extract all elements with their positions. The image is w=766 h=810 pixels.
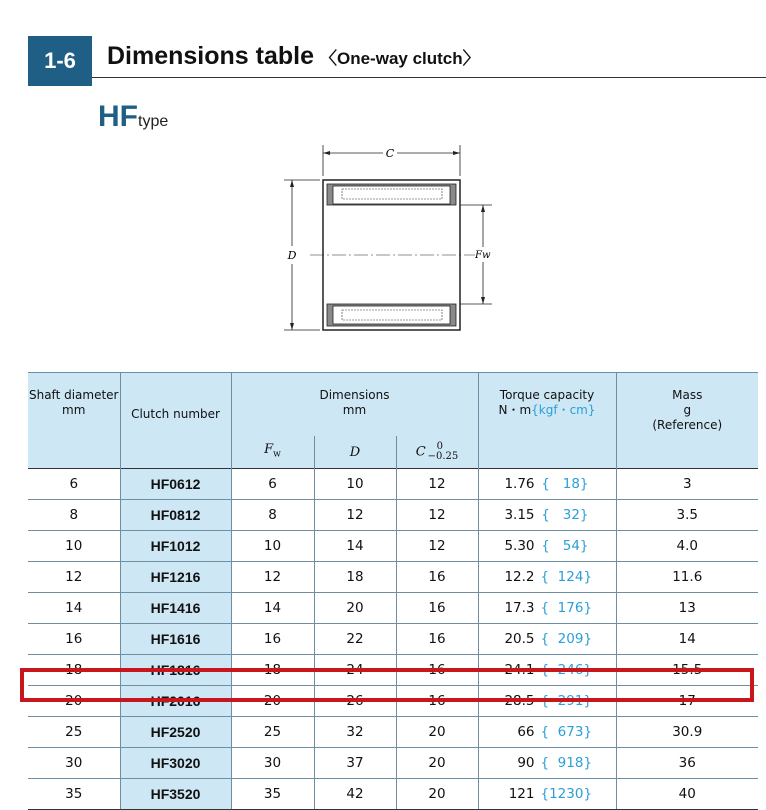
table-row bbox=[28, 500, 758, 531]
cell-shaft-diameter: 6 bbox=[28, 469, 120, 500]
cell-c: 20 bbox=[396, 779, 478, 810]
cell-mass: 3 bbox=[616, 469, 758, 500]
cell-mass: 30.9 bbox=[616, 717, 758, 748]
cell-c: 16 bbox=[396, 624, 478, 655]
dimension-label-d: D bbox=[287, 249, 297, 262]
cell-torque bbox=[478, 593, 616, 624]
header-fw-subscript: w bbox=[273, 449, 281, 460]
cell-shaft-diameter: 30 bbox=[28, 748, 120, 779]
header-fw bbox=[231, 436, 314, 469]
torque-kgf-value: {1230} bbox=[540, 786, 593, 802]
torque-nm-value: 17.3 bbox=[504, 600, 535, 616]
dimension-label-c: C bbox=[385, 147, 395, 160]
page-title-text: Dimensions table bbox=[107, 42, 314, 70]
title-underline bbox=[92, 77, 766, 78]
torque-nm-value: 3.15 bbox=[504, 507, 535, 523]
header-mass bbox=[616, 373, 758, 469]
cell-fw: 35 bbox=[231, 779, 314, 810]
cell-c: 16 bbox=[396, 655, 478, 686]
dimensions-table bbox=[28, 372, 758, 810]
cell-d: 18 bbox=[314, 562, 396, 593]
header-dimensions bbox=[231, 373, 478, 437]
cell-d: 10 bbox=[314, 469, 396, 500]
cell-fw: 18 bbox=[231, 655, 314, 686]
cell-fw: 14 bbox=[231, 593, 314, 624]
header-dimensions-label: Dimensions bbox=[319, 388, 390, 402]
torque-nm-value: 12.2 bbox=[504, 569, 535, 585]
header-c bbox=[396, 436, 478, 469]
cell-clutch-number: HF2520 bbox=[120, 717, 231, 748]
header-torque-unit-nm: N・m bbox=[498, 403, 532, 417]
cell-d: 14 bbox=[314, 531, 396, 562]
type-label bbox=[98, 100, 168, 134]
cell-torque bbox=[478, 500, 616, 531]
cell-clutch-number: HF1616 bbox=[120, 624, 231, 655]
table-row bbox=[28, 717, 758, 748]
torque-kgf-value: { 246} bbox=[540, 662, 593, 678]
torque-nm-value: 28.5 bbox=[504, 693, 535, 709]
cell-mass: 36 bbox=[616, 748, 758, 779]
type-label-code: HF bbox=[98, 100, 138, 133]
cell-torque bbox=[478, 624, 616, 655]
cell-shaft-diameter: 12 bbox=[28, 562, 120, 593]
cell-torque bbox=[478, 779, 616, 810]
torque-kgf-value: { 291} bbox=[540, 693, 593, 709]
table-header-row bbox=[28, 373, 758, 437]
torque-kgf-value: { 54} bbox=[541, 538, 589, 554]
cell-fw: 10 bbox=[231, 531, 314, 562]
cell-fw: 6 bbox=[231, 469, 314, 500]
cell-d: 42 bbox=[314, 779, 396, 810]
cell-fw: 30 bbox=[231, 748, 314, 779]
cell-fw: 20 bbox=[231, 686, 314, 717]
cell-torque bbox=[478, 655, 616, 686]
cell-shaft-diameter: 16 bbox=[28, 624, 120, 655]
cell-fw: 16 bbox=[231, 624, 314, 655]
cell-d: 22 bbox=[314, 624, 396, 655]
cell-torque bbox=[478, 717, 616, 748]
cell-mass: 4.0 bbox=[616, 531, 758, 562]
cell-c: 20 bbox=[396, 748, 478, 779]
header-shaft-unit: mm bbox=[62, 403, 86, 417]
cell-mass: 15.5 bbox=[616, 655, 758, 686]
header-mass-unit: g bbox=[683, 403, 692, 417]
header-torque-units bbox=[479, 403, 616, 418]
torque-nm-value: 5.30 bbox=[504, 538, 535, 554]
torque-nm-value: 66 bbox=[517, 724, 535, 740]
table-row bbox=[28, 779, 758, 810]
cell-torque bbox=[478, 531, 616, 562]
page-subtitle: 〈One-way clutch〉 bbox=[320, 49, 480, 68]
cell-d: 32 bbox=[314, 717, 396, 748]
cell-fw: 25 bbox=[231, 717, 314, 748]
clutch-cross-section-diagram bbox=[270, 140, 500, 340]
header-fw-letter: F bbox=[264, 441, 274, 457]
cell-torque bbox=[478, 562, 616, 593]
cell-shaft-diameter: 20 bbox=[28, 686, 120, 717]
cell-clutch-number: HF3020 bbox=[120, 748, 231, 779]
cell-c: 12 bbox=[396, 531, 478, 562]
cell-clutch-number: HF1416 bbox=[120, 593, 231, 624]
c-tolerance-lower: −0.25 bbox=[427, 451, 459, 462]
cell-shaft-diameter: 14 bbox=[28, 593, 120, 624]
cell-d: 26 bbox=[314, 686, 396, 717]
cell-c: 12 bbox=[396, 500, 478, 531]
torque-kgf-value: { 918} bbox=[540, 755, 593, 771]
cell-fw: 8 bbox=[231, 500, 314, 531]
torque-nm-value: 90 bbox=[517, 755, 535, 771]
cell-torque bbox=[478, 686, 616, 717]
header-c-tolerance bbox=[428, 442, 459, 462]
cell-torque bbox=[478, 748, 616, 779]
header-dimensions-unit: mm bbox=[342, 403, 367, 417]
cell-shaft-diameter: 25 bbox=[28, 717, 120, 748]
table-row bbox=[28, 624, 758, 655]
cell-clutch-number: HF1012 bbox=[120, 531, 231, 562]
torque-nm-value: 121 bbox=[508, 786, 535, 802]
cell-mass: 13 bbox=[616, 593, 758, 624]
header-torque-label: Torque capacity bbox=[499, 388, 595, 402]
header-d: D bbox=[314, 436, 396, 469]
torque-kgf-value: { 124} bbox=[540, 569, 593, 585]
torque-nm-value: 24.1 bbox=[504, 662, 535, 678]
page-title bbox=[107, 42, 480, 71]
header-shaft-diameter bbox=[28, 373, 120, 469]
torque-kgf-value: { 176} bbox=[540, 600, 593, 616]
header-mass-note: (Reference) bbox=[652, 418, 723, 432]
torque-kgf-value: { 18} bbox=[541, 476, 589, 492]
table-row bbox=[28, 469, 758, 500]
cell-c: 20 bbox=[396, 717, 478, 748]
cell-clutch-number: HF0612 bbox=[120, 469, 231, 500]
header-shaft-label: Shaft diameter bbox=[28, 388, 119, 402]
cell-clutch-number: HF2016 bbox=[120, 686, 231, 717]
header-torque-unit-kgf: {kgf・cm} bbox=[531, 403, 596, 417]
header-torque-capacity bbox=[478, 373, 616, 469]
table-row bbox=[28, 593, 758, 624]
cell-d: 24 bbox=[314, 655, 396, 686]
cell-shaft-diameter: 10 bbox=[28, 531, 120, 562]
torque-kgf-value: { 32} bbox=[541, 507, 589, 523]
table-body bbox=[28, 469, 758, 810]
dimension-label-fw: Fw bbox=[475, 250, 491, 261]
cell-shaft-diameter: 35 bbox=[28, 779, 120, 810]
table-row bbox=[28, 562, 758, 593]
cell-clutch-number: HF1216 bbox=[120, 562, 231, 593]
type-label-suffix: type bbox=[138, 113, 169, 130]
table-row bbox=[28, 531, 758, 562]
cell-c: 16 bbox=[396, 686, 478, 717]
table-row bbox=[28, 748, 758, 779]
cell-shaft-diameter: 18 bbox=[28, 655, 120, 686]
table-row bbox=[28, 686, 758, 717]
cell-d: 12 bbox=[314, 500, 396, 531]
torque-kgf-value: { 673} bbox=[540, 724, 593, 740]
cell-mass: 17 bbox=[616, 686, 758, 717]
header-clutch-number: Clutch number bbox=[120, 373, 231, 469]
cell-mass: 14 bbox=[616, 624, 758, 655]
cell-fw: 12 bbox=[231, 562, 314, 593]
section-number-badge: 1-6 bbox=[28, 36, 92, 86]
cell-clutch-number: HF0812 bbox=[120, 500, 231, 531]
cell-c: 12 bbox=[396, 469, 478, 500]
cell-clutch-number: HF1816 bbox=[120, 655, 231, 686]
cell-mass: 11.6 bbox=[616, 562, 758, 593]
cell-c: 16 bbox=[396, 593, 478, 624]
table-row bbox=[28, 655, 758, 686]
torque-kgf-value: { 209} bbox=[540, 631, 593, 647]
cell-mass: 3.5 bbox=[616, 500, 758, 531]
header-c-letter: C bbox=[415, 444, 426, 460]
c-tolerance-upper: 0 bbox=[436, 441, 444, 452]
torque-nm-value: 20.5 bbox=[504, 631, 535, 647]
cell-c: 16 bbox=[396, 562, 478, 593]
cell-shaft-diameter: 8 bbox=[28, 500, 120, 531]
cell-d: 20 bbox=[314, 593, 396, 624]
cell-torque bbox=[478, 469, 616, 500]
torque-nm-value: 1.76 bbox=[504, 476, 535, 492]
cell-mass: 40 bbox=[616, 779, 758, 810]
cell-d: 37 bbox=[314, 748, 396, 779]
cell-clutch-number: HF3520 bbox=[120, 779, 231, 810]
header-mass-label: Mass bbox=[672, 388, 703, 402]
